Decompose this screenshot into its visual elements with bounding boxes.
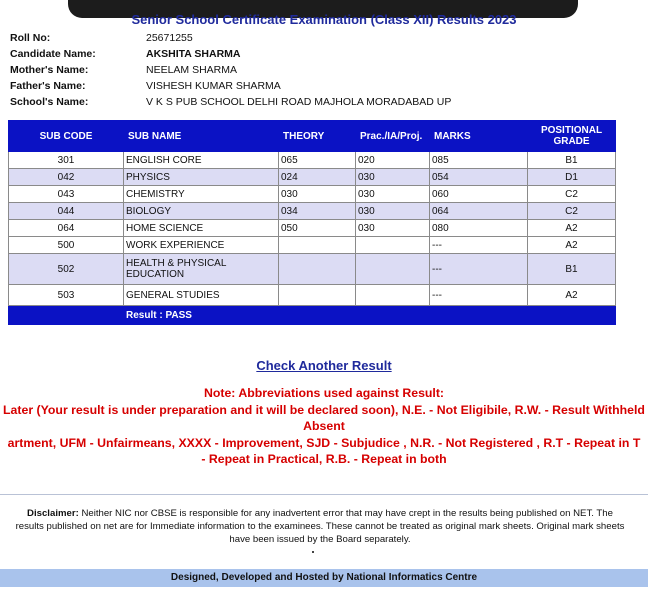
grade-cell: B1	[528, 254, 616, 285]
theory-cell	[279, 285, 356, 306]
school-name-label: School's Name:	[10, 96, 89, 108]
table-header-row	[9, 121, 616, 152]
sub-code-cell: 301	[9, 152, 124, 169]
marks-cell: 080	[430, 220, 528, 237]
table-row	[9, 254, 616, 285]
sub-name-cell: PHYSICS	[124, 169, 279, 186]
result-label: Result :	[126, 309, 163, 321]
roll-no-label: Roll No:	[10, 32, 51, 44]
theory-cell: 030	[279, 186, 356, 203]
marks-cell: 064	[430, 203, 528, 220]
prac-cell	[356, 237, 430, 254]
table-row	[9, 203, 616, 220]
mother-name-label: Mother's Name:	[10, 64, 89, 76]
theory-cell: 065	[279, 152, 356, 169]
roll-no-value: 25671255	[146, 32, 193, 44]
sub-code-cell: 042	[9, 169, 124, 186]
theory-cell	[279, 254, 356, 285]
grade-cell: C2	[528, 203, 616, 220]
sub-name-cell: HOME SCIENCE	[124, 220, 279, 237]
table-row	[9, 285, 616, 306]
divider	[0, 494, 648, 495]
sub-code-cell: 500	[9, 237, 124, 254]
col-marks: MARKS	[430, 121, 528, 152]
theory-cell: 050	[279, 220, 356, 237]
marks-cell: 060	[430, 186, 528, 203]
result-cell	[124, 306, 616, 325]
disclaimer-text: Neither NIC nor CBSE is responsible for any inadvertent error that may have crept in the results being published on NET. The results published on net are for Immediate information to the examinees. These cannot be treated as original mark sheets. Original mark sheets have been issued by the Board separately.	[15, 508, 625, 545]
col-prac: Prac./IA/Proj.	[356, 121, 430, 152]
prac-cell: 030	[356, 186, 430, 203]
mother-name-row	[10, 62, 451, 78]
school-name-row	[10, 94, 451, 110]
table-row	[9, 186, 616, 203]
prac-cell: 030	[356, 203, 430, 220]
note-line-4: - Repeat in Practical, R.B. - Repeat in both	[201, 452, 447, 466]
father-name-value: VISHESH KUMAR SHARMA	[146, 80, 281, 92]
sub-code-cell: 502	[9, 254, 124, 285]
marks-cell: ---	[430, 285, 528, 306]
sub-name-cell: CHEMISTRY	[124, 186, 279, 203]
prac-cell: 020	[356, 152, 430, 169]
table-row	[9, 237, 616, 254]
marks-cell: ---	[430, 237, 528, 254]
marks-cell: 085	[430, 152, 528, 169]
prac-cell: 030	[356, 220, 430, 237]
results-table	[8, 120, 616, 325]
grade-cell: B1	[528, 152, 616, 169]
dot-marker	[312, 551, 314, 553]
note-line-3: artment, UFM - Unfairmeans, XXXX - Improvement, SJD - Subjudice , N.R. - Not Registered , R.T - Repeat in T	[7, 435, 641, 450]
table-row	[9, 169, 616, 186]
school-name-value: V K S PUB SCHOOL DELHI ROAD MAJHOLA MORADABAD UP	[146, 96, 452, 108]
father-name-label: Father's Name:	[10, 80, 86, 92]
marks-cell: 054	[430, 169, 528, 186]
note-heading: Note: Abbreviations used against Result:	[203, 386, 445, 400]
grade-cell: A2	[528, 285, 616, 306]
footer: Designed, Developed and Hosted by National Informatics Centre	[0, 569, 648, 587]
theory-cell: 024	[279, 169, 356, 186]
roll-no-row	[10, 30, 451, 46]
sub-name-cell: HEALTH & PHYSICAL EDUCATION	[124, 254, 279, 285]
result-value: PASS	[165, 309, 192, 321]
table-row	[9, 152, 616, 169]
marks-cell: ---	[430, 254, 528, 285]
prac-cell	[356, 285, 430, 306]
sub-name-cell: ENGLISH CORE	[124, 152, 279, 169]
prac-cell: 030	[356, 169, 430, 186]
result-row	[9, 306, 616, 325]
sub-code-cell: 064	[9, 220, 124, 237]
grade-cell: A2	[528, 220, 616, 237]
page-title: Senior School Certificate Examination (Class XII) Results 2023	[131, 12, 517, 27]
grade-cell: C2	[528, 186, 616, 203]
result-spacer	[9, 306, 124, 325]
col-grade: POSITIONAL GRADE	[528, 121, 616, 152]
candidate-name-label: Candidate Name:	[10, 48, 96, 60]
disclaimer-label: Disclaimer:	[27, 508, 79, 519]
sub-name-cell: BIOLOGY	[124, 203, 279, 220]
table-row	[9, 220, 616, 237]
grade-cell: A2	[528, 237, 616, 254]
candidate-info	[10, 30, 451, 110]
theory-cell: 034	[279, 203, 356, 220]
candidate-name-row	[10, 46, 451, 62]
col-sub-name: SUB NAME	[124, 121, 279, 152]
theory-cell	[279, 237, 356, 254]
father-name-row	[10, 78, 451, 94]
prac-cell	[356, 254, 430, 285]
candidate-name-value: AKSHITA SHARMA	[146, 48, 241, 60]
col-sub-code: SUB CODE	[9, 121, 124, 152]
grade-cell: D1	[528, 169, 616, 186]
sub-code-cell: 044	[9, 203, 124, 220]
mother-name-value: NEELAM SHARMA	[146, 64, 238, 76]
note-line-1: Later (Your result is under preparation and it will be declared soon), N.E. - Not Eligibile, R.W. - Result Withheld	[3, 402, 645, 417]
abbreviation-note	[0, 385, 648, 468]
sub-code-cell: 043	[9, 186, 124, 203]
note-line-2: Absent	[303, 419, 345, 433]
sub-name-cell: GENERAL STUDIES	[124, 285, 279, 306]
col-theory: THEORY	[279, 121, 356, 152]
sub-code-cell: 503	[9, 285, 124, 306]
disclaimer	[14, 507, 626, 546]
sub-name-cell: WORK EXPERIENCE	[124, 237, 279, 254]
check-another-result-link[interactable]: Check Another Result	[256, 358, 392, 373]
